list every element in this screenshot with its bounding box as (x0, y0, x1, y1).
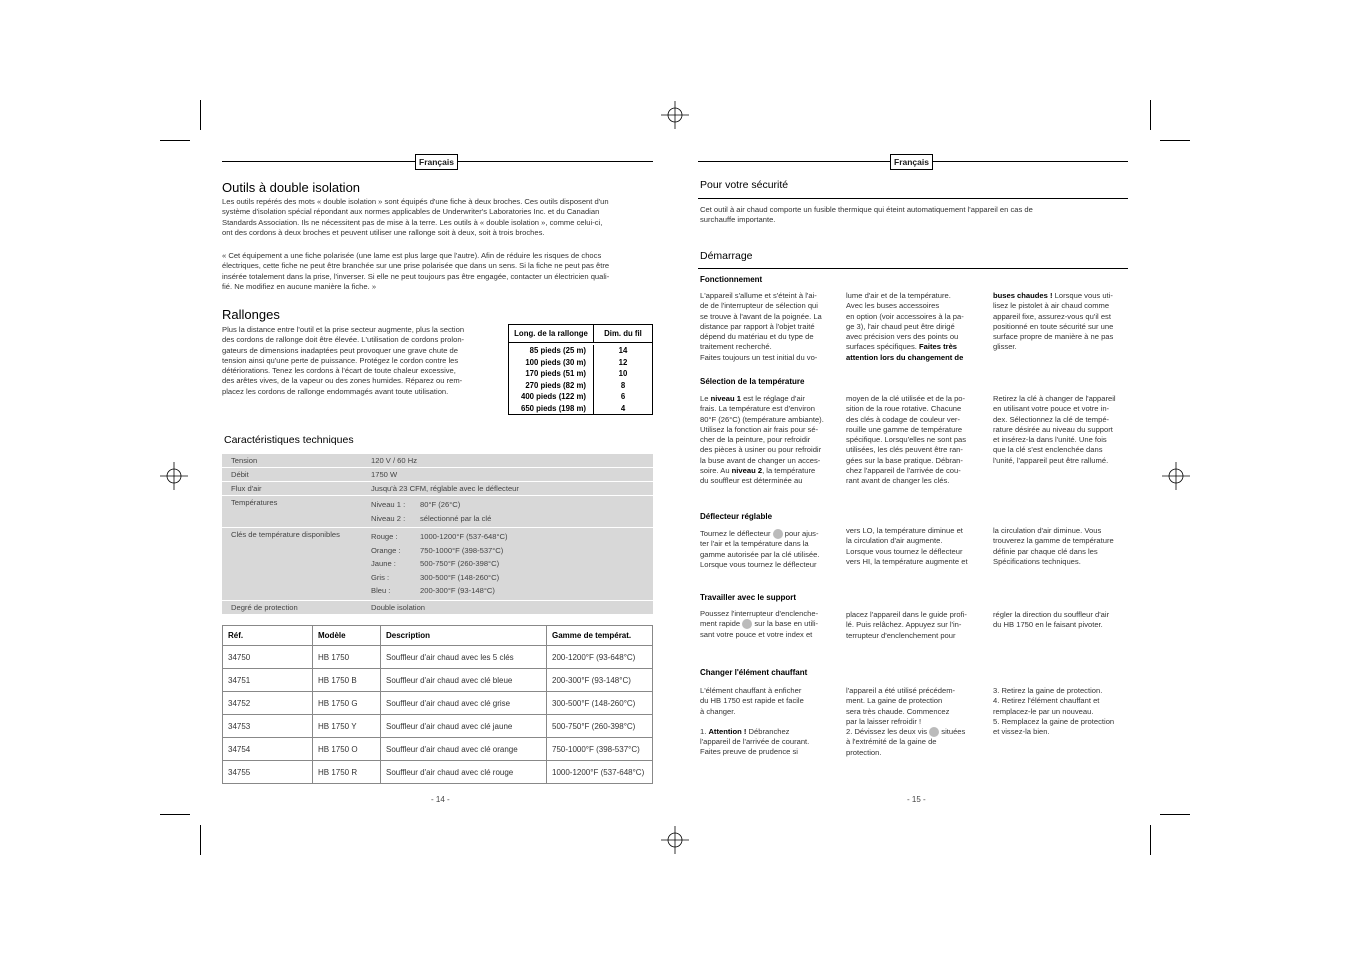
spec-sublabel: Bleu : (371, 586, 391, 596)
table-cell: 4 (620, 403, 626, 413)
spec-sublabel: Orange : (371, 545, 401, 555)
spec-value: Jusqu'à 23 CFM, réglable avec le déflecteur (371, 482, 653, 495)
table-row (223, 761, 653, 784)
text-run: Le (700, 394, 711, 403)
table-cell: HB 1750 R (313, 761, 381, 784)
table-row (223, 669, 653, 692)
spec-key: Clés de température disponibles (222, 528, 371, 600)
section-title: Outils à double isolation (222, 180, 361, 195)
spec-table (222, 454, 653, 615)
spec-value: 1750 W (371, 468, 653, 481)
table-cell: 750-1000°F (398-537°C) (547, 738, 653, 761)
text-column (700, 394, 840, 487)
table-cell: Souffleur d'air chaud avec clé rouge (381, 761, 547, 784)
table-cell: 34753 (223, 715, 313, 738)
text-column: Retirez la clé à changer de l'appareil en utilisant votre pouce et votre in- dex. Sélectionnez la clé de tempé- rature désirée au niveau du support et insérez-la dans l'unité. Une fois que la clé s'est enclenchée dans l'unité, l'appareil peut être rallumé. (993, 394, 1116, 465)
text-column: régler la direction du souffleur d'air du HB 1750 en le faisant pivoter. (993, 610, 1110, 630)
table-cell: 6 (620, 392, 626, 401)
table-cell: 1000-1200°F (537-648°C) (547, 761, 653, 784)
spec-value: sélectionné par la clé (420, 513, 492, 523)
table-cell: 14 (618, 346, 628, 355)
registration-mark (160, 462, 188, 490)
table-cell: HB 1750 (313, 646, 381, 669)
section-rule (698, 198, 1128, 199)
text-run: pour ajus- ter l'air et la température dans la gamme autorisée par la clé utilisée. Lorsque vous tournez le déflecteur (700, 529, 820, 569)
subsection-title: Fonctionnement (700, 275, 763, 284)
table-cell: Souffleur d'air chaud avec les 5 clés (381, 646, 547, 669)
page-number: - 14 - (431, 795, 450, 804)
language-tab: Français (415, 154, 458, 170)
table-cell: 200-300°F (93-148°C) (547, 669, 653, 692)
table-cell: Souffleur d'air chaud avec clé bleue (381, 669, 547, 692)
spec-value: 750-1000°F (398-537°C) (420, 545, 504, 555)
table-cell: Souffleur d'air chaud avec clé jaune (381, 715, 547, 738)
section-title: Caractéristiques techniques (224, 434, 354, 446)
table-cell: 170 pieds (51 m) (525, 369, 586, 378)
section-rule (698, 268, 1128, 269)
text-run: sur la base en utili- sant votre pouce et votre index et (700, 619, 819, 639)
spec-value: 80°F (26°C) (420, 500, 461, 510)
text-bold: niveau 2 (731, 466, 763, 476)
spec-sublabel: Jaune : (371, 559, 396, 569)
section-title: Pour votre sécurité (700, 179, 789, 191)
table-cell: 400 pieds (122 m) (520, 392, 586, 401)
table-header: Modèle (313, 626, 381, 646)
model-table (222, 625, 653, 784)
registration-mark (1162, 462, 1190, 490)
table-cell: 300-500°F (148-260°C) (547, 692, 653, 715)
spec-key: Flux d'air (222, 482, 371, 495)
table-cell: HB 1750 B (313, 669, 381, 692)
spec-sublabel: Gris : (371, 572, 390, 582)
table-cell: HB 1750 Y (313, 715, 381, 738)
table-header: Réf. (223, 626, 313, 646)
spec-key: Températures (222, 496, 371, 527)
subsection-title: Sélection de la température (700, 377, 805, 386)
text-run: Débranchez l'appareil de l'arrivée de courant. Faites preuve de prudence si (700, 726, 810, 757)
text-column (993, 291, 1133, 353)
spec-sublabel: Niveau 2 : (371, 513, 406, 523)
crop-mark (160, 814, 190, 815)
text-column (700, 609, 840, 640)
text-run: 1. (700, 726, 709, 736)
table-cell: Souffleur d'air chaud avec clé grise (381, 692, 547, 715)
table-cell: 34754 (223, 738, 313, 761)
table-header: Long. de la rallonge (509, 325, 594, 343)
text-column: placez l'appareil dans le guide profi- lé. Puis relâchez. Appuyez sur l'in- terrupteur d'enclenchement pour (846, 610, 967, 640)
spec-key: Tension (222, 454, 371, 467)
text-column: la circulation d'air diminue. Vous trouverez la gamme de température définie par chaque clé dans les Spécifications techniques. (993, 526, 1114, 566)
text-run: Poussez l'interrupteur d'enclenche- ment rapide (700, 609, 819, 629)
text-run: Tournez le déflecteur (700, 529, 773, 538)
table-cell: 34752 (223, 692, 313, 715)
spec-value: Double isolation (371, 601, 653, 614)
text-bold: Attention ! (708, 726, 747, 736)
crop-mark (1160, 140, 1190, 141)
table-cell: 650 pieds (198 m) (520, 403, 586, 413)
table-row (223, 715, 653, 738)
table-row (223, 692, 653, 715)
table-cell: 34750 (223, 646, 313, 669)
text-column: L'appareil s'allume et s'éteint à l'ai- de de l'interrupteur de sélection qui se trouve à l'avant de la poignée. La distance par rapport à l'objet traité dépend du matériau et du type de traitement recherché. Faites toujours un test initial du vo- (700, 291, 822, 362)
text-run: L'élément chauffant à enficher du HB 1750 est rapide et facile à changer. (700, 686, 804, 716)
table-cell: HB 1750 G (313, 692, 381, 715)
spec-value: 1000-1200°F (537-648°C) (420, 532, 508, 542)
callout-number-icon (929, 727, 939, 737)
subsection-title: Travailler avec le support (700, 593, 797, 602)
text-run: , la température du souffleur est déterminée au (700, 466, 816, 486)
paragraph: Plus la distance entre l'outil et la prise secteur augmente, plus la section des cordons de rallonge doit être élevée. L'utilisation de cordons prolon- gateurs de dimensions inadaptées peut provoquer une grave chute de tension ainsi qu'une perte de puissance. Protégez le cordon contre les détériorations. Tenez les cordons à l'écart de toute chaleur excessive, des arêtes vives, de la vapeur ou des zones humides. Réparez ou rem- placez les cordons de rallonge endommagés avant toute utilisation. (222, 325, 465, 396)
crop-mark (1150, 825, 1151, 855)
text-column (846, 686, 991, 758)
crop-mark (1150, 100, 1151, 130)
text-column: vers LO, la température diminue et la circulation d'air augmente. Lorsque vous tournez le déflecteur vers HI, la température augmente et (846, 526, 968, 566)
text-bold: Faites très attention lors du changement de (846, 342, 964, 362)
table-cell: HB 1750 O (313, 738, 381, 761)
table-header: Dim. du fil (604, 329, 642, 338)
crop-mark (200, 100, 201, 130)
table-cell: 100 pieds (30 m) (525, 357, 586, 367)
table-cell: 34755 (223, 761, 313, 784)
text-run: l'appareil a été utilisé précédem- ment. La gaine de protection sera très chaude. Commencez par la laisser refroidir ! 2. Dévissez les deux vis (846, 686, 956, 737)
registration-mark (661, 826, 689, 854)
table-cell: 85 pieds (25 m) (529, 346, 586, 355)
text-bold: niveau 1 (710, 394, 741, 403)
crop-mark (200, 825, 201, 855)
language-tab: Français (890, 154, 933, 170)
subsection-title: Déflecteur réglable (700, 512, 773, 521)
table-cell: 200-1200°F (93-648°C) (547, 646, 653, 669)
table-cell: 270 pieds (82 m) (525, 380, 586, 390)
paragraph: Les outils repérés des mots « double isolation » sont équipés d'une fiche à deux broches. Ces outils disposent d'un système d'isolation spécial répondant aux normes applicables de Underwriter's Laboratories Inc. et du Canadian Standards Association. Ils ne nécessitent pas de mise à la terre. Les outils à « double isolation », comme celui-ci, ont des cordons à deux broches et peuvent utiliser une rallonge soit à deux, soit à trois broches. (222, 197, 609, 237)
callout-number-icon (773, 529, 783, 539)
spec-key: Débit (222, 468, 371, 481)
registration-mark (661, 101, 689, 129)
table-row (223, 646, 653, 669)
table-cell: 10 (618, 369, 628, 378)
table-cell: 34751 (223, 669, 313, 692)
text-column (846, 291, 986, 363)
page-number: - 15 - (907, 795, 926, 804)
spec-value: 200-300°F (93-148°C) (420, 586, 495, 596)
text-column (700, 686, 845, 758)
text-column: moyen de la clé utilisée et de la po- sition de la roue rotative. Chacune des clés à codage de couleur ver- rouille une gamme de température spécifique. Lorsqu'elles ne sont pas utilisées, les clés peuvent être ran- gées sur la base pratique. Débran- chez l'appareil de l'arrivée de cou- rant avant de changer les clés. (846, 394, 967, 486)
paragraph: « Cet équipement a une fiche polarisée (une lame est plus large que l'autre). Afin de réduire les risques de chocs électriques, cette fiche ne peut être branchée sur une prise polarisée que dans un sens. Si la fiche ne peut pas être insérée totalement dans la prise, l'inverser. Si elle ne peut toujours pas être engagée, contacter un électricien quali- fié. Ne modifiez en aucune manière la fiche. » (222, 251, 610, 291)
crop-mark (1160, 814, 1190, 815)
subsection-title: Changer l'élément chauffant (700, 668, 808, 677)
table-header: Description (381, 626, 547, 646)
extension-cord-table (508, 324, 653, 415)
table-header: Gamme de températ. (547, 626, 653, 646)
table-row (223, 738, 653, 761)
spec-key: Degré de protection (222, 601, 371, 614)
table-cell: 500-750°F (260-398°C) (547, 715, 653, 738)
crop-mark (160, 140, 190, 141)
spec-sublabel: Niveau 1 : (371, 500, 406, 510)
table-cell: Souffleur d'air chaud avec clé orange (381, 738, 547, 761)
spec-value: 120 V / 60 Hz (371, 454, 653, 467)
text-bold: buses chaudes ! (993, 291, 1053, 300)
callout-number-icon (742, 619, 752, 629)
spec-sublabel: Rouge : (371, 532, 398, 542)
paragraph: Cet outil à air chaud comporte un fusible thermique qui éteint automatiquement l'appareil en cas de surchauffe importante. (700, 205, 1033, 225)
section-title: Rallonges (222, 307, 280, 322)
text-run: situées à l'extrémité de la gaine de protection. (846, 727, 966, 757)
text-column (700, 529, 840, 570)
text-column: 3. Retirez la gaine de protection. 4. Retirez l'élément chauffant et remplacez-le par un nouveau. 5. Remplacez la gaine de protection et vissez-la bien. (993, 686, 1115, 737)
text-run: lume d'air et de la température. Avec les buses accessoires en option (voir accessoires à la pa- ge 3), l'air chaud peut être dirigé avec précision vers des points ou surfaces spécifiques. (846, 291, 964, 352)
table-cell: 8 (620, 380, 626, 390)
text-run: est le réglage d'air frais. La température est d'environ 80°F (26°C) (température ambiante). Utilisez la fonction air frais pour sé- cher de la peinture, pour refroidir des pièces à usiner ou pour refroidir la buse avant de changer un acces- soire. Au (700, 394, 824, 476)
text-run: Lorsque vous uti- lisez le pistolet à air chaud comme appareil fixe, assurez-vous qu'il est positionné en toute sécurité sur une surface propre de manière à ne pas glisser. (993, 291, 1114, 352)
spec-value: 500-750°F (260-398°C) (420, 559, 500, 569)
table-cell: 12 (618, 357, 628, 367)
spec-value: 300-500°F (148-260°C) (420, 572, 500, 582)
section-title: Démarrage (700, 250, 753, 262)
